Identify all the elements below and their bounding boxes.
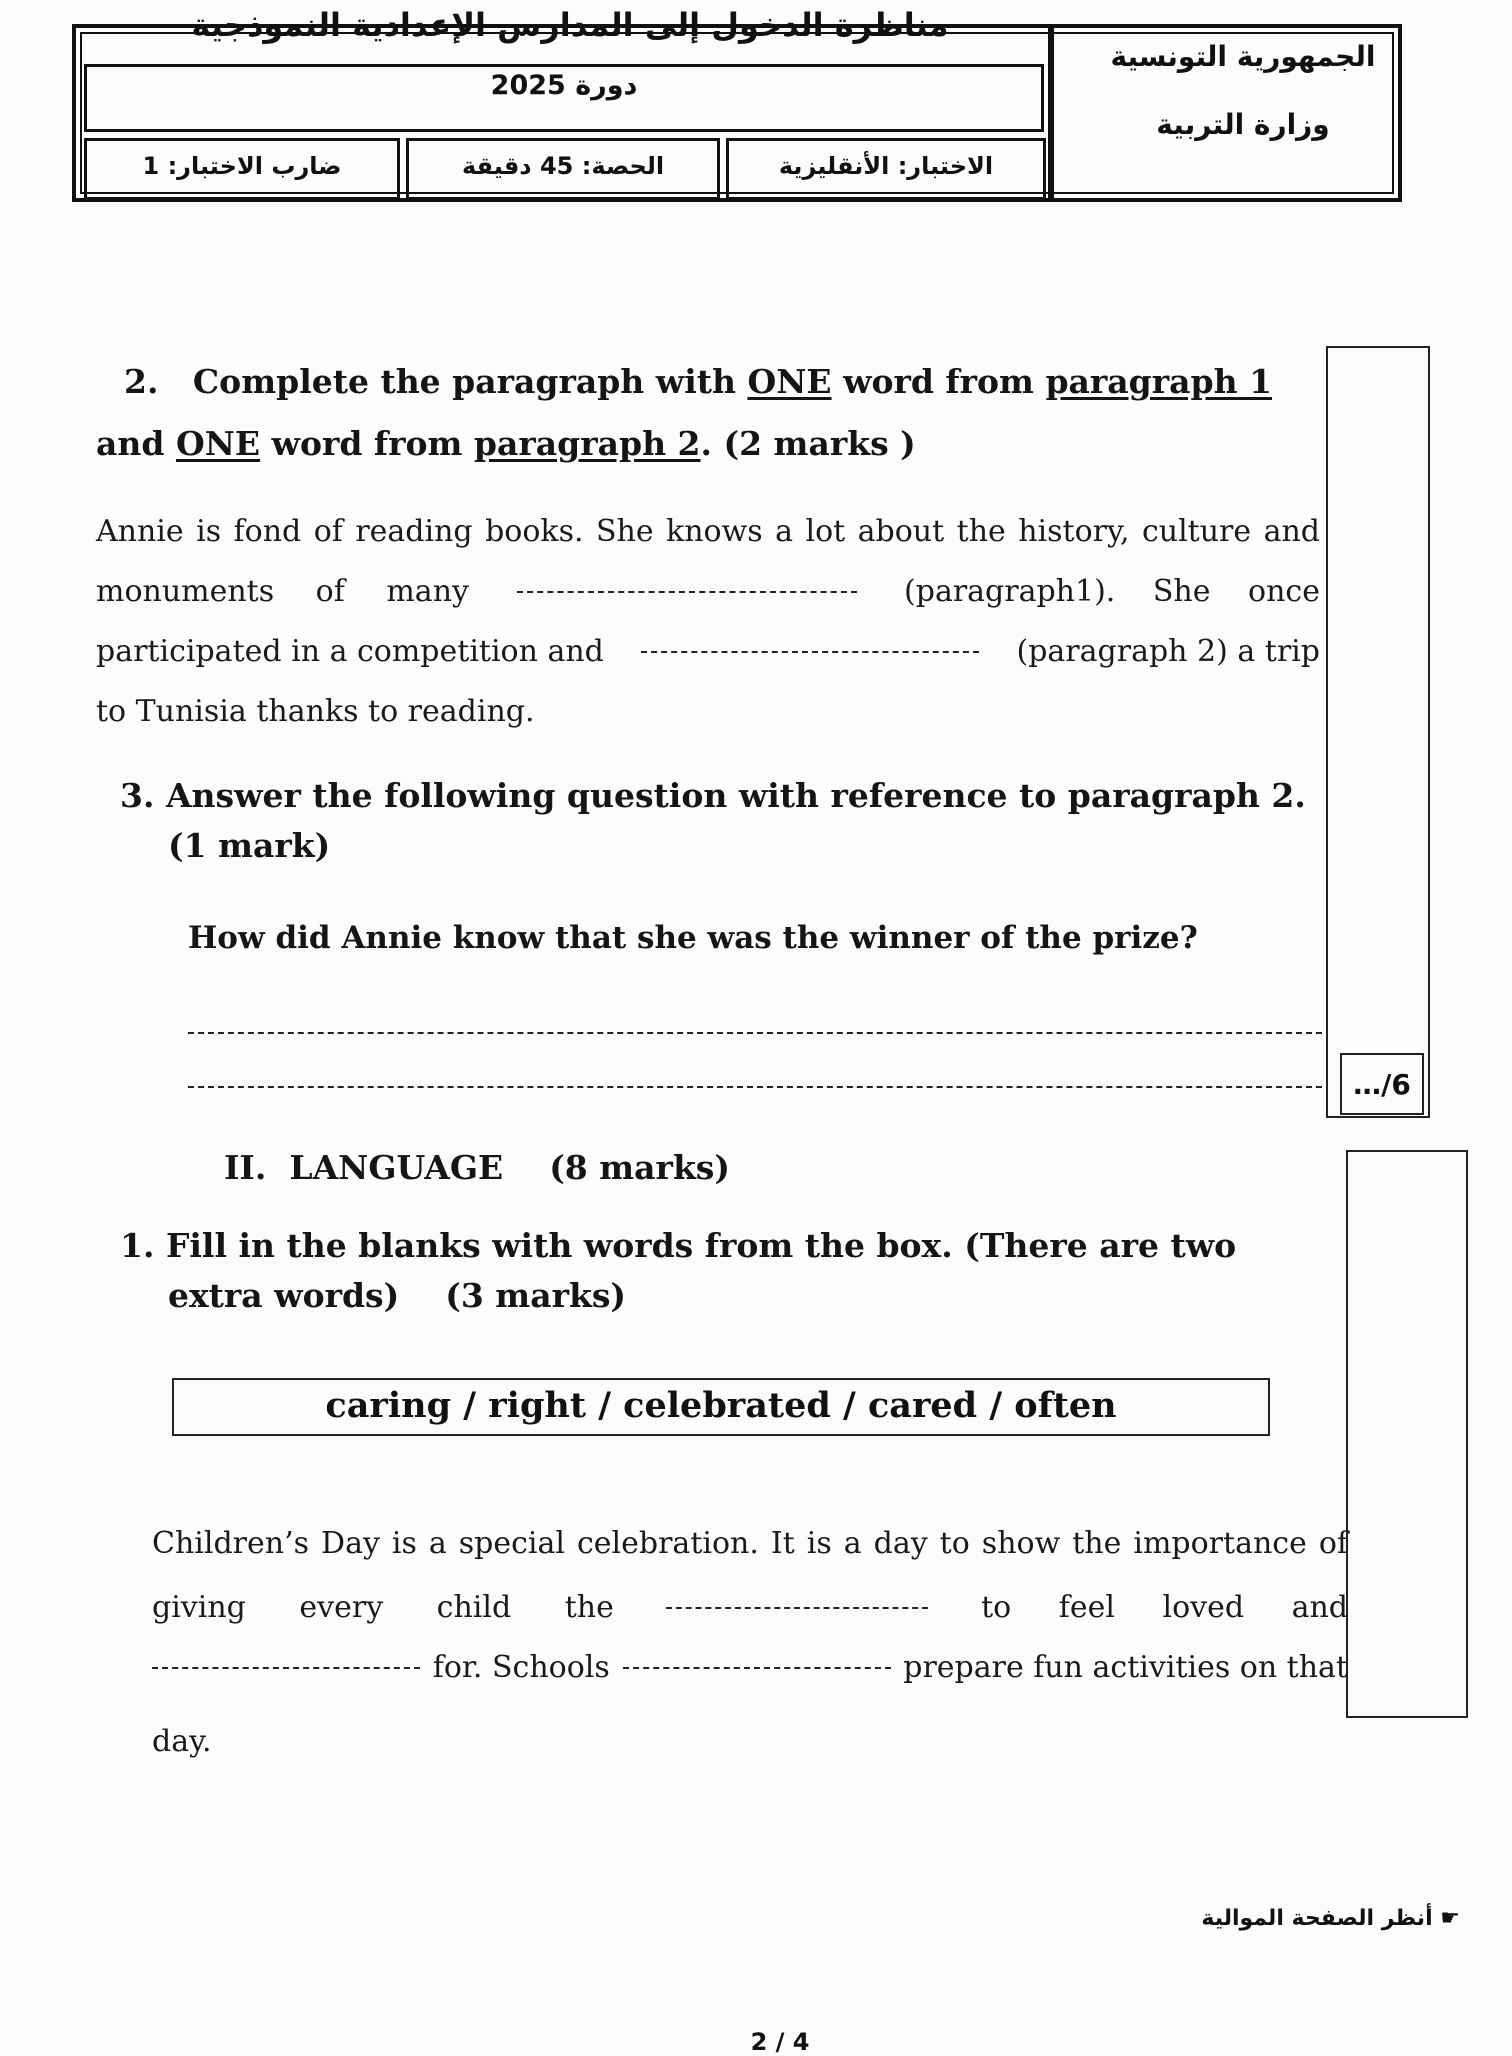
word-box: caring / right / celebrated / cared / often xyxy=(172,1378,1270,1436)
q2-line2-b: (paragraph1). She once xyxy=(904,574,1320,609)
q2-paragraph-1-ref: paragraph 1 xyxy=(1045,362,1273,401)
header-divider xyxy=(1048,24,1054,202)
lang-q1-extra: extra words) xyxy=(168,1276,400,1315)
exam-title: مناظرة الدخول إلى المدارس الإعدادية النموذجية xyxy=(191,6,949,44)
q2-text-line4: to Tunisia thanks to reading. xyxy=(96,694,535,729)
lang-q1-line2 xyxy=(168,1272,626,1320)
lang-text-line2 xyxy=(152,1590,1348,1625)
lang-line3-a: for. Schools xyxy=(432,1650,610,1685)
lang-q1-line1 xyxy=(120,1222,1320,1270)
q2-one-emphasis-2: ONE xyxy=(175,424,261,463)
lang-line2-a: giving every child the xyxy=(152,1590,614,1625)
q2-text-c: and xyxy=(96,424,165,463)
q2-text-line1: Annie is fond of reading books. She knows a lot about the history, culture and xyxy=(96,514,1320,549)
republic-label: الجمهورية التونسية xyxy=(1110,40,1376,73)
q2-text-line2 xyxy=(96,574,1320,609)
next-page-note: ☛ أنظر الصفحة الموالية xyxy=(1201,1906,1460,1931)
q2-text-line3 xyxy=(96,634,1320,669)
q2-text-a: Complete the paragraph with xyxy=(192,362,736,401)
exam-coefficient: ضارب الاختبار: 1 xyxy=(142,152,342,180)
ministry-label: وزارة التربية xyxy=(1156,108,1330,141)
lang-line3-b: prepare fun activities on that xyxy=(903,1650,1348,1685)
lang-line2-b: to feel loved and xyxy=(981,1590,1348,1625)
blank-3[interactable] xyxy=(623,1667,891,1669)
score-label: …/6 xyxy=(1353,1067,1411,1101)
lang-text-line1: Children’s Day is a special celebration. It is a day to show the importance of xyxy=(152,1526,1348,1561)
exam-subject: الاختبار: الأنقليزية xyxy=(778,152,994,180)
q2-text-b: word from xyxy=(843,362,1034,401)
lang-text-line3 xyxy=(152,1650,1348,1685)
marks-column-2 xyxy=(1346,1150,1468,1718)
q3-number: 3. xyxy=(120,776,155,815)
marks-column-1 xyxy=(1326,346,1430,1118)
q2-line3-b: (paragraph 2) a trip xyxy=(1016,634,1320,669)
section-2-marks: (8 marks) xyxy=(549,1148,730,1187)
exam-duration: الحصة: 45 دقيقة xyxy=(461,152,665,180)
blank-1[interactable] xyxy=(666,1607,928,1609)
q3-title-line1 xyxy=(120,772,1330,820)
q2-number: 2. xyxy=(124,362,159,401)
blank-2[interactable] xyxy=(152,1667,420,1669)
answer-line-1[interactable] xyxy=(188,1032,1322,1034)
blank-paragraph2[interactable] xyxy=(641,651,979,653)
lang-q1-marks: (3 marks) xyxy=(445,1276,627,1315)
q2-marks: . (2 marks ) xyxy=(700,424,916,463)
score-box xyxy=(1340,1053,1424,1115)
lang-q1-number: 1. xyxy=(120,1226,155,1265)
q2-line2-a: monuments of many xyxy=(96,574,469,609)
q3-marks: (1 mark) xyxy=(168,826,331,865)
q2-one-emphasis: ONE xyxy=(747,362,832,401)
answer-line-2[interactable] xyxy=(188,1086,1322,1088)
q2-title-line2 xyxy=(96,420,1296,468)
section-2-numeral: II. xyxy=(224,1148,267,1187)
q2-title-line1 xyxy=(124,358,1324,406)
lang-text-line4: day. xyxy=(152,1724,212,1759)
section-2-heading xyxy=(224,1144,730,1192)
blank-paragraph1[interactable] xyxy=(517,591,857,593)
q2-text-d: word from xyxy=(271,424,463,463)
q3-text: Answer the following question with reference to paragraph 2. xyxy=(165,776,1306,815)
q3-question: How did Annie know that she was the winner of the prize? xyxy=(188,920,1198,956)
q2-paragraph-2-ref: paragraph 2 xyxy=(473,424,701,463)
lang-q1-text: Fill in the blanks with words from the box. (There are two xyxy=(165,1226,1237,1265)
exam-session: دورة 2025 xyxy=(490,70,638,101)
section-2-title: LANGUAGE xyxy=(289,1148,504,1187)
page-number: 2 / 4 xyxy=(750,2028,810,2056)
q2-line3-a: participated in a competition and xyxy=(96,634,604,669)
